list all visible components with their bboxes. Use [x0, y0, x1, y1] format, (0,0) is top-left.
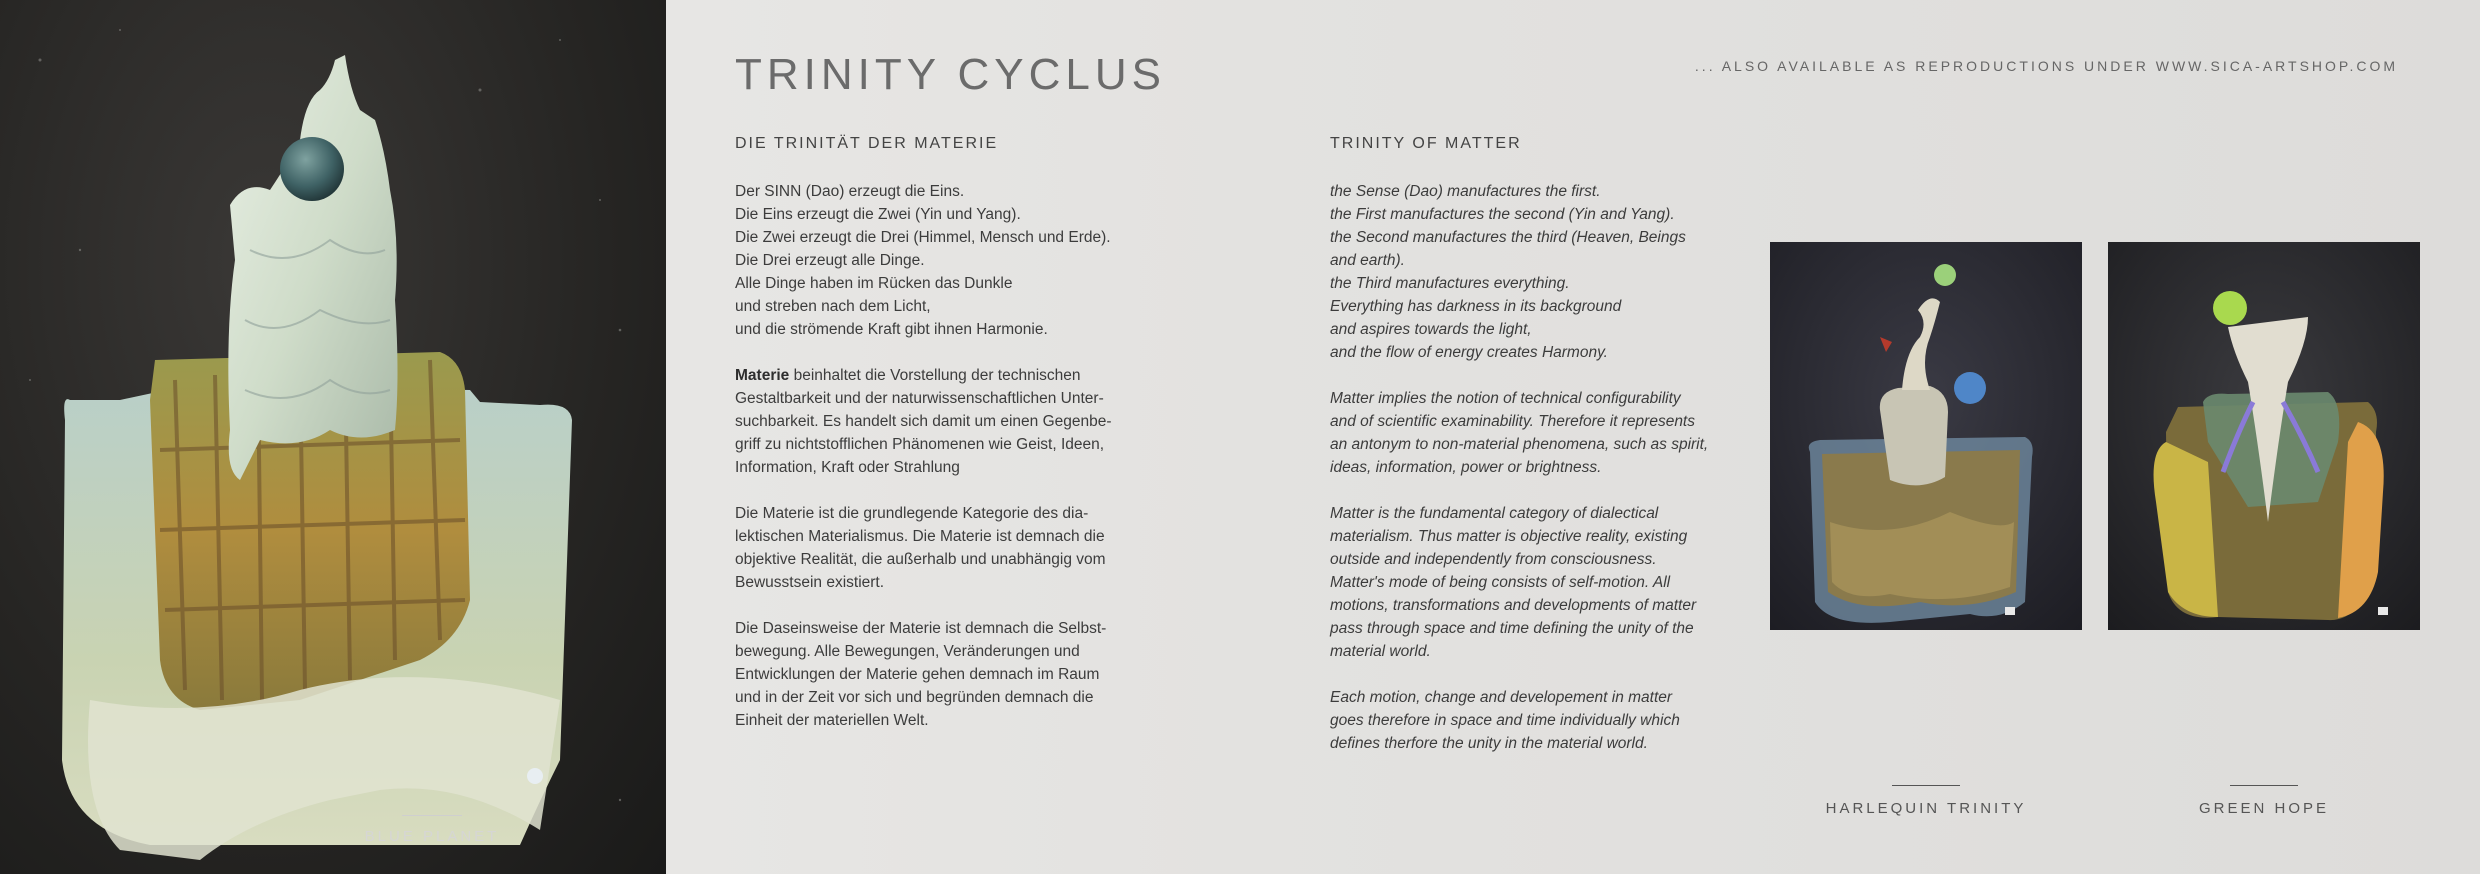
text-line: Gestaltbarkeit und der naturwissenschaftlichen Unter- [735, 390, 1104, 407]
text-line: suchbarkeit. Es handelt sich damit um einen Gegenbe- [735, 413, 1112, 430]
german-heading: DIE TRINITÄT DER MATERIE [735, 135, 999, 152]
text-line: und streben nach dem Licht, [735, 298, 931, 315]
text-line: griff zu nichtstofflichen Phänomenen wie Geist, Ideen, [735, 436, 1105, 453]
reproductions-note: ... ALSO AVAILABLE AS REPRODUCTIONS UNDER WWW.SICA-ARTSHOP.COM [1694, 58, 2398, 74]
text-line: Information, Kraft oder Strahlung [735, 459, 960, 476]
green-hope-painting [2108, 242, 2420, 630]
text-line: material world. [1330, 643, 1431, 660]
artwork-green-hope [2108, 242, 2420, 630]
text-line [735, 364, 1155, 387]
bold-term: Materie [735, 367, 790, 384]
german-poem [735, 180, 1155, 341]
text-line: lektischen Materialismus. Die Materie ist demnach die [735, 528, 1105, 545]
caption-green-hope: GREEN HOPE [2198, 800, 2330, 817]
text-line: Everything has darkness in its background [1330, 298, 1622, 315]
text-line: Die Drei erzeugt alle Dinge. [735, 252, 925, 269]
text-fragment: beinhaltet die Vorstellung der technischen [789, 367, 1081, 384]
artwork-blue-planet [0, 0, 666, 874]
caption-blue-planet: BLUE PLANET [364, 828, 500, 845]
text-line: Der SINN (Dao) erzeugt die Eins. [735, 183, 965, 200]
caption-rule-main [402, 815, 462, 816]
text-line: the First manufactures the second (Yin and Yang). [1330, 206, 1675, 223]
text-line: defines therfore the unity in the material world. [1330, 735, 1648, 752]
text-line: Matter is the fundamental category of dialectical [1330, 505, 1659, 522]
text-line: Die Eins erzeugt die Zwei (Yin und Yang). [735, 206, 1021, 223]
blue-planet-painting [0, 0, 666, 874]
text-line: and of scientific examinability. Therefore it represents [1330, 413, 1695, 430]
text-line: pass through space and time defining the unity of the [1330, 620, 1694, 637]
caption-rule-harlequin [1892, 785, 1960, 786]
text-line: Alle Dinge haben im Rücken das Dunkle [735, 275, 1013, 292]
text-line: und in der Zeit vor sich und begründen demnach die [735, 689, 1094, 706]
english-paragraph-3 [1330, 686, 1750, 755]
text-line: and the flow of energy creates Harmony. [1330, 344, 1608, 361]
text-line: und die strömende Kraft gibt ihnen Harmonie. [735, 321, 1048, 338]
german-paragraph-1 [735, 364, 1155, 479]
german-text [735, 180, 1155, 755]
text-line: ideas, information, power or brightness. [1330, 459, 1602, 476]
text-line: objektive Realität, die außerhalb und unabhängig vom [735, 551, 1106, 568]
text-line: the Second manufactures the third (Heaven, Beings [1330, 229, 1686, 246]
text-line: materialism. Thus matter is objective reality, existing [1330, 528, 1688, 545]
text-line: and aspires towards the light, [1330, 321, 1532, 338]
text-line: Matter's mode of being consists of self-motion. All [1330, 574, 1671, 591]
text-line: Each motion, change and developement in matter [1330, 689, 1673, 706]
artwork-harlequin-trinity [1770, 242, 2082, 630]
text-line: Einheit der materiellen Welt. [735, 712, 929, 729]
text-line: the Third manufactures everything. [1330, 275, 1570, 292]
text-line: and earth). [1330, 252, 1405, 269]
text-line: outside and independently from consciousness. [1330, 551, 1657, 568]
german-paragraph-2 [735, 502, 1155, 594]
german-paragraph-3 [735, 617, 1155, 732]
text-line: bewegung. Alle Bewegungen, Veränderungen und [735, 643, 1080, 660]
english-text [1330, 180, 1750, 778]
text-line: Entwicklungen der Materie gehen demnach im Raum [735, 666, 1100, 683]
text-line: Die Zwei erzeugt die Drei (Himmel, Mensch und Erde). [735, 229, 1111, 246]
text-line: Bewusstsein existiert. [735, 574, 885, 591]
text-line: Matter implies the notion of technical configurability [1330, 390, 1681, 407]
text-line: motions, transformations and developments of matter [1330, 597, 1697, 614]
english-poem [1330, 180, 1750, 364]
english-paragraph-1 [1330, 387, 1750, 479]
page-title: TRINITY CYCLUS [735, 50, 1167, 99]
text-line: Die Materie ist die grundlegende Kategorie des dia- [735, 505, 1089, 522]
text-line: goes therefore in space and time individually which [1330, 712, 1680, 729]
english-paragraph-2 [1330, 502, 1750, 663]
caption-rule-green-hope [2230, 785, 2298, 786]
caption-harlequin-trinity: HARLEQUIN TRINITY [1825, 800, 2027, 817]
english-heading: TRINITY OF MATTER [1330, 135, 1522, 152]
harlequin-trinity-painting [1770, 242, 2082, 630]
text-line: Die Daseinsweise der Materie ist demnach die Selbst- [735, 620, 1107, 637]
text-line: an antonym to non-material phenomena, such as spirit, [1330, 436, 1709, 453]
text-line: the Sense (Dao) manufactures the first. [1330, 183, 1601, 200]
